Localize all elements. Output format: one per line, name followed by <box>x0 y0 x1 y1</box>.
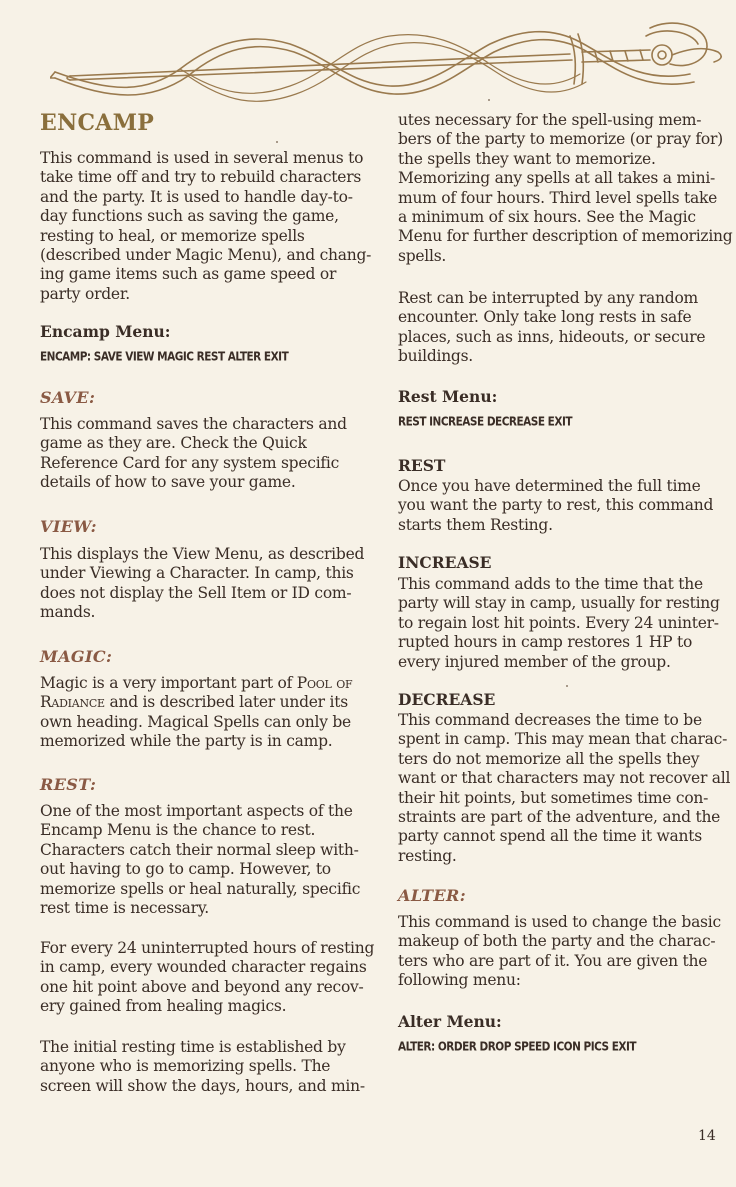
rest-heading: REST: <box>40 775 97 794</box>
game-title-part-2: Radiance <box>40 693 105 712</box>
rest-paragraph-1: One of the most important aspects of the Encamp Menu is the chance to rest. Characters catch their normal sleep with- out having to go to camp. However, to memorize spells or heal naturally, specific rest time is necessary. <box>40 802 361 918</box>
save-heading: SAVE: <box>40 388 96 407</box>
rest-command-heading: REST <box>398 456 446 475</box>
save-paragraph: This command saves the characters and game as they are. Check the Quick Reference Card for any system specific details of how to save your game. <box>40 415 347 492</box>
rest-command-paragraph: Once you have determined the full time you want the party to rest, this command starts them Resting. <box>398 477 714 534</box>
decrease-paragraph: This command decreases the time to be spent in camp. This may mean that charac- ters do not memorize all the spells they want or that characters may not recover all their hit points, but sometimes time con- straints are part of the adventure, and the party cannot spend all the time it wants resting. <box>398 711 731 865</box>
view-heading: VIEW: <box>40 517 97 536</box>
rest-paragraph-3: The initial resting time is established by anyone who is memorizing spells. The screen will show the days, hours, and min- <box>40 1038 365 1095</box>
page-title: ENCAMP <box>40 110 155 136</box>
sword-ribbon-ornament-icon <box>50 14 726 109</box>
magic-text-end: and is described later under its own heading. Magical Spells can only be memorized while the party is in camp. <box>40 693 351 751</box>
magic-heading: MAGIC: <box>40 647 113 666</box>
encamp-menu-items: ENCAMP: SAVE VIEW MAGIC REST ALTER EXIT <box>40 350 289 364</box>
magic-paragraph <box>40 674 352 752</box>
alter-paragraph: This command is used to change the basic makeup of both the party and the charac- ters who are part of it. You are given the following menu: <box>398 913 721 990</box>
alter-heading: ALTER: <box>398 886 467 905</box>
encamp-menu-heading: Encamp Menu: <box>40 322 171 341</box>
page-number: 14 <box>698 1128 716 1144</box>
paper-speck <box>488 99 490 101</box>
game-title-part-1: Pool of <box>296 674 353 692</box>
intro-paragraph: This command is used in several menus to take time off and try to rebuild characters and the party. It is used to handle day-to- day functions such as saving the game, resting to heal, or memorize spells (described under Magic Menu), and chang- ing game items such as game speed or party order. <box>40 149 372 303</box>
rest-paragraph-3-continued: utes necessary for the spell-using mem- bers of the party to memorize (or pray for) the spells they want to memorize. Memorizing any spells at all takes a mini- mum of four hours. Third level spells take a minimum of six hours. See the Magic Menu for further description of memorizing spells. <box>398 111 733 265</box>
paper-speck <box>566 685 568 687</box>
alter-menu-heading: Alter Menu: <box>398 1012 502 1031</box>
alter-menu-items: ALTER: ORDER DROP SPEED ICON PICS EXIT <box>398 1040 637 1054</box>
rest-menu-heading: Rest Menu: <box>398 387 498 406</box>
view-paragraph: This displays the View Menu, as described under Viewing a Character. In camp, this does not display the Sell Item or ID com- mands. <box>40 545 365 622</box>
rest-menu-items: REST INCREASE DECREASE EXIT <box>398 415 573 429</box>
increase-paragraph: This command adds to the time that the party will stay in camp, usually for resting to regain lost hit points. Every 24 uninter- rupted hours in camp restores 1 HP to every injured member of the group. <box>398 575 720 671</box>
magic-text-start: Magic is a very important part of <box>40 674 297 692</box>
rest-paragraph-2: For every 24 uninterrupted hours of resting in camp, every wounded character regains one hit point above and beyond any recov- ery gained from healing magics. <box>40 939 375 1016</box>
paper-speck <box>276 141 278 143</box>
decrease-heading: DECREASE <box>398 690 496 709</box>
rest-paragraph-4: Rest can be interrupted by any random encounter. Only take long rests in safe places, such as inns, hideouts, or secure buildings. <box>398 289 706 366</box>
increase-heading: INCREASE <box>398 553 492 572</box>
